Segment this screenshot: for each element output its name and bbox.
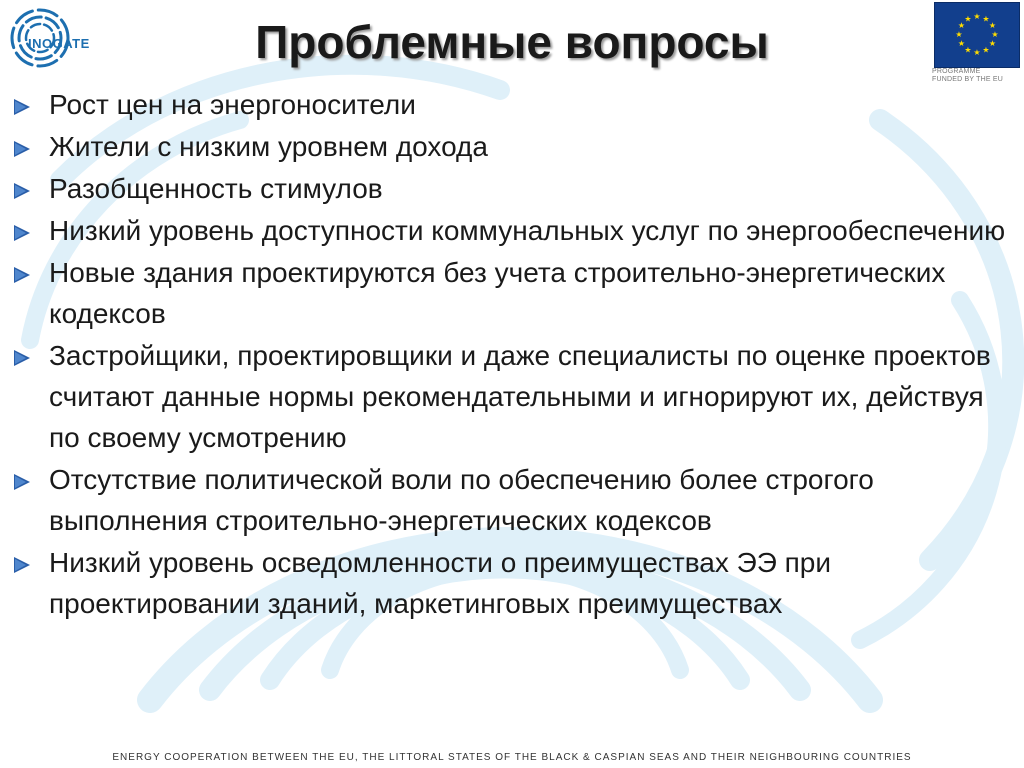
bullet-text: Разобщенность стимулов xyxy=(49,173,383,204)
bullet-item xyxy=(12,252,1017,334)
triangle-bullet-icon xyxy=(14,267,30,283)
svg-text:★: ★ xyxy=(973,12,981,21)
bullet-item xyxy=(12,168,1017,209)
bullet-item xyxy=(12,335,1017,458)
eu-stars-icon xyxy=(935,3,1019,67)
bullet-text: Новые здания проектируются без учета строительно-энергетических кодексов xyxy=(49,257,946,329)
svg-text:★: ★ xyxy=(964,45,972,55)
eu-caption-line2: FUNDED BY THE EU xyxy=(932,76,1004,83)
bullet-item xyxy=(12,542,1017,624)
bullet-text: Низкий уровень доступности коммунальных услуг по энергообеспечению xyxy=(49,215,1006,246)
svg-text:★: ★ xyxy=(955,30,963,39)
svg-text:★: ★ xyxy=(988,39,997,48)
svg-text:★: ★ xyxy=(957,39,966,48)
page-title: Проблемные вопросы xyxy=(255,16,769,68)
triangle-bullet-icon xyxy=(14,225,30,241)
svg-text:★: ★ xyxy=(991,30,999,39)
eu-caption xyxy=(932,68,1020,84)
svg-text:★: ★ xyxy=(982,45,990,55)
bullet-item xyxy=(12,126,1017,167)
triangle-bullet-icon xyxy=(14,99,30,115)
bullet-text: Застройщики, проектировщики и даже специалисты по оценке проектов считают данные нормы рекомендательными и игнорируют их, действуя по своему усмотрению xyxy=(49,340,991,453)
bullet-item xyxy=(12,459,1017,541)
footer-text: ENERGY COOPERATION BETWEEN THE EU, THE LITTORAL STATES OF THE BLACK & CASPIAN SEAS AND THEIR NEIGHBOURING COUNTRIES xyxy=(112,752,912,763)
eu-caption-line1: PROGRAMME xyxy=(932,68,981,75)
triangle-bullet-icon xyxy=(14,350,30,366)
bullet-item xyxy=(12,84,1017,125)
triangle-bullet-icon xyxy=(14,557,30,573)
svg-text:★: ★ xyxy=(988,21,997,30)
svg-text:★: ★ xyxy=(982,14,990,24)
svg-text:★: ★ xyxy=(973,48,981,57)
bullet-text: Низкий уровень осведомленности о преимуществах ЭЭ при проектировании зданий, маркетинговых преимуществах xyxy=(49,547,832,619)
svg-text:★: ★ xyxy=(964,14,972,24)
eu-flag-icon xyxy=(934,2,1020,68)
triangle-bullet-icon xyxy=(14,183,30,199)
triangle-bullet-icon xyxy=(14,141,30,157)
bullet-item xyxy=(12,210,1017,251)
eu-funding-badge xyxy=(932,2,1020,82)
triangle-bullet-icon xyxy=(14,474,30,490)
bullet-text: Рост цен на энергоносители xyxy=(49,89,416,120)
bullet-text: Жители с низким уровнем дохода xyxy=(49,131,488,162)
svg-text:★: ★ xyxy=(957,21,966,30)
bullet-list xyxy=(12,84,1017,625)
logo-text: INOGATE xyxy=(28,36,90,51)
bullet-text: Отсутствие политической воли по обеспечению более строгого выполнения строительно-энергетических кодексов xyxy=(49,464,874,536)
